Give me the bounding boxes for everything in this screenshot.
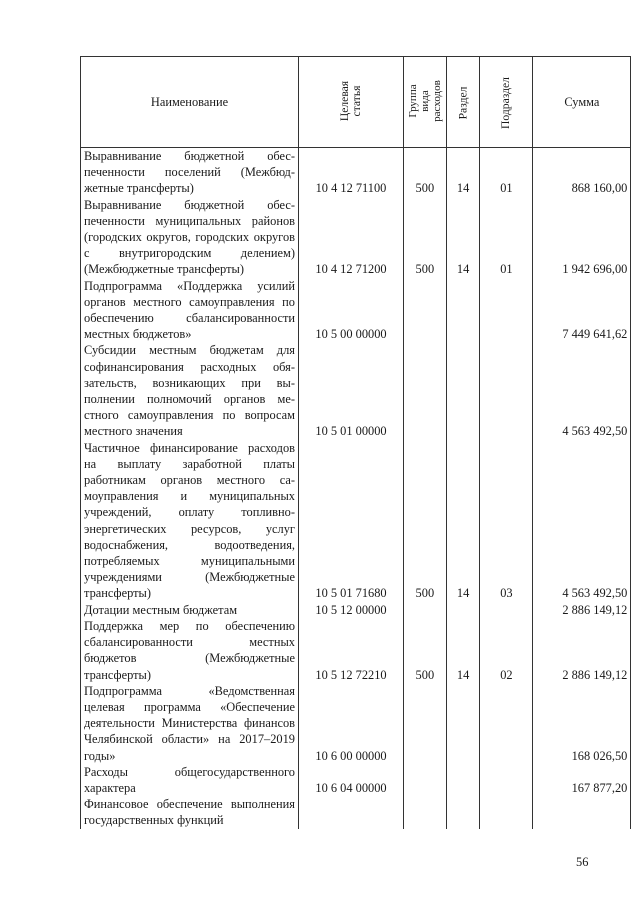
table-row bbox=[81, 602, 631, 618]
row-sum: 168 026,50 bbox=[533, 683, 631, 764]
row-sum: 868 160,00 bbox=[533, 148, 631, 197]
row-subsection bbox=[480, 342, 533, 439]
row-group bbox=[404, 602, 447, 618]
table-row bbox=[81, 440, 631, 602]
row-subsection bbox=[480, 278, 533, 343]
row-group: 500 bbox=[404, 440, 447, 602]
row-sum: 4 563 492,50 bbox=[533, 440, 631, 602]
row-target-code: 10 5 12 72210 bbox=[299, 618, 404, 683]
table-row bbox=[81, 342, 631, 439]
row-subsection bbox=[480, 796, 533, 828]
row-target-code: 10 6 00 00000 bbox=[299, 683, 404, 764]
row-group: 500 bbox=[404, 197, 447, 278]
row-group bbox=[404, 278, 447, 343]
row-group bbox=[404, 342, 447, 439]
row-section bbox=[446, 342, 480, 439]
row-sum: 2 886 149,12 bbox=[533, 618, 631, 683]
row-name: Поддержка мер по обеспечению сбалансированности местных бюджетов (Межбюджетные трансферты) bbox=[81, 618, 299, 683]
table-row bbox=[81, 278, 631, 343]
row-sum: 4 563 492,50 bbox=[533, 342, 631, 439]
row-subsection: 01 bbox=[480, 197, 533, 278]
row-subsection: 02 bbox=[480, 618, 533, 683]
row-name: Подпрограмма «Ведомственная целевая программа «Обеспечение деятельности Министерства финансов Челябинской области» на 2017–2019 годы» bbox=[81, 683, 299, 764]
row-sum: 2 886 149,12 bbox=[533, 602, 631, 618]
row-section: 14 bbox=[446, 197, 480, 278]
header-name: Наименование bbox=[81, 57, 299, 148]
row-sum: 7 449 641,62 bbox=[533, 278, 631, 343]
row-group bbox=[404, 683, 447, 764]
row-subsection bbox=[480, 764, 533, 796]
row-target-code: 10 4 12 71100 bbox=[299, 148, 404, 197]
row-name: Субсидии местным бюджетам для софинансирования расходных обязательств, возникающих при выполнении полномочий органов местного самоуправления по вопросам местного значения bbox=[81, 342, 299, 439]
row-group: 500 bbox=[404, 148, 447, 197]
row-subsection: 01 bbox=[480, 148, 533, 197]
row-sum: 1 942 696,00 bbox=[533, 197, 631, 278]
row-group bbox=[404, 796, 447, 828]
row-name: Выравнивание бюджетной обеспеченности поселений (Межбюджетные трансферты) bbox=[81, 148, 299, 197]
row-section bbox=[446, 796, 480, 828]
table-row bbox=[81, 683, 631, 764]
budget-table bbox=[80, 56, 631, 829]
table-row bbox=[81, 764, 631, 796]
table-row bbox=[81, 197, 631, 278]
row-target-code: 10 5 01 71680 bbox=[299, 440, 404, 602]
table-header-row bbox=[81, 57, 631, 148]
table-row bbox=[81, 148, 631, 197]
row-target-code bbox=[299, 796, 404, 828]
row-sum: 167 877,20 bbox=[533, 764, 631, 796]
row-subsection bbox=[480, 602, 533, 618]
row-group: 500 bbox=[404, 618, 447, 683]
row-target-code: 10 5 01 00000 bbox=[299, 342, 404, 439]
header-sum: Сумма bbox=[533, 57, 631, 148]
row-section: 14 bbox=[446, 440, 480, 602]
row-name: Выравнивание бюджетной обеспеченности муниципальных районов (городских округов, городских округов с внутригородским делением) (Межбюджетные трансферты) bbox=[81, 197, 299, 278]
header-section: Раздел bbox=[446, 57, 480, 148]
row-section: 14 bbox=[446, 148, 480, 197]
header-subsection: Подраздел bbox=[480, 57, 533, 148]
row-name: Дотации местным бюджетам bbox=[81, 602, 299, 618]
row-target-code: 10 5 12 00000 bbox=[299, 602, 404, 618]
row-group bbox=[404, 764, 447, 796]
row-section: 14 bbox=[446, 618, 480, 683]
row-section bbox=[446, 602, 480, 618]
row-target-code: 10 6 04 00000 bbox=[299, 764, 404, 796]
row-subsection: 03 bbox=[480, 440, 533, 602]
header-group: Группа вида расходов bbox=[404, 57, 447, 148]
row-sum bbox=[533, 796, 631, 828]
header-target: Целевая статья bbox=[299, 57, 404, 148]
row-section bbox=[446, 764, 480, 796]
row-name: Частичное финансирование расходов на выплату заработной платы работникам органов местного самоуправления и муниципальных учреждений, оплату топливно-энергетических ресурсов, услуг водоснабжения, водоотведения, потребляемых муниципальными учреждениями (Межбюджетные трансферты) bbox=[81, 440, 299, 602]
page-number: 56 bbox=[576, 855, 589, 869]
table-row bbox=[81, 618, 631, 683]
row-name: Подпрограмма «Поддержка усилий органов местного самоуправления по обеспечению сбалансированности местных бюджетов» bbox=[81, 278, 299, 343]
table-row bbox=[81, 796, 631, 828]
row-section bbox=[446, 683, 480, 764]
row-name: Финансовое обеспечение выполнения государственных функций bbox=[81, 796, 299, 828]
row-subsection bbox=[480, 683, 533, 764]
row-name: Расходы общегосударственного характера bbox=[81, 764, 299, 796]
row-section bbox=[446, 278, 480, 343]
row-target-code: 10 5 00 00000 bbox=[299, 278, 404, 343]
row-target-code: 10 4 12 71200 bbox=[299, 197, 404, 278]
